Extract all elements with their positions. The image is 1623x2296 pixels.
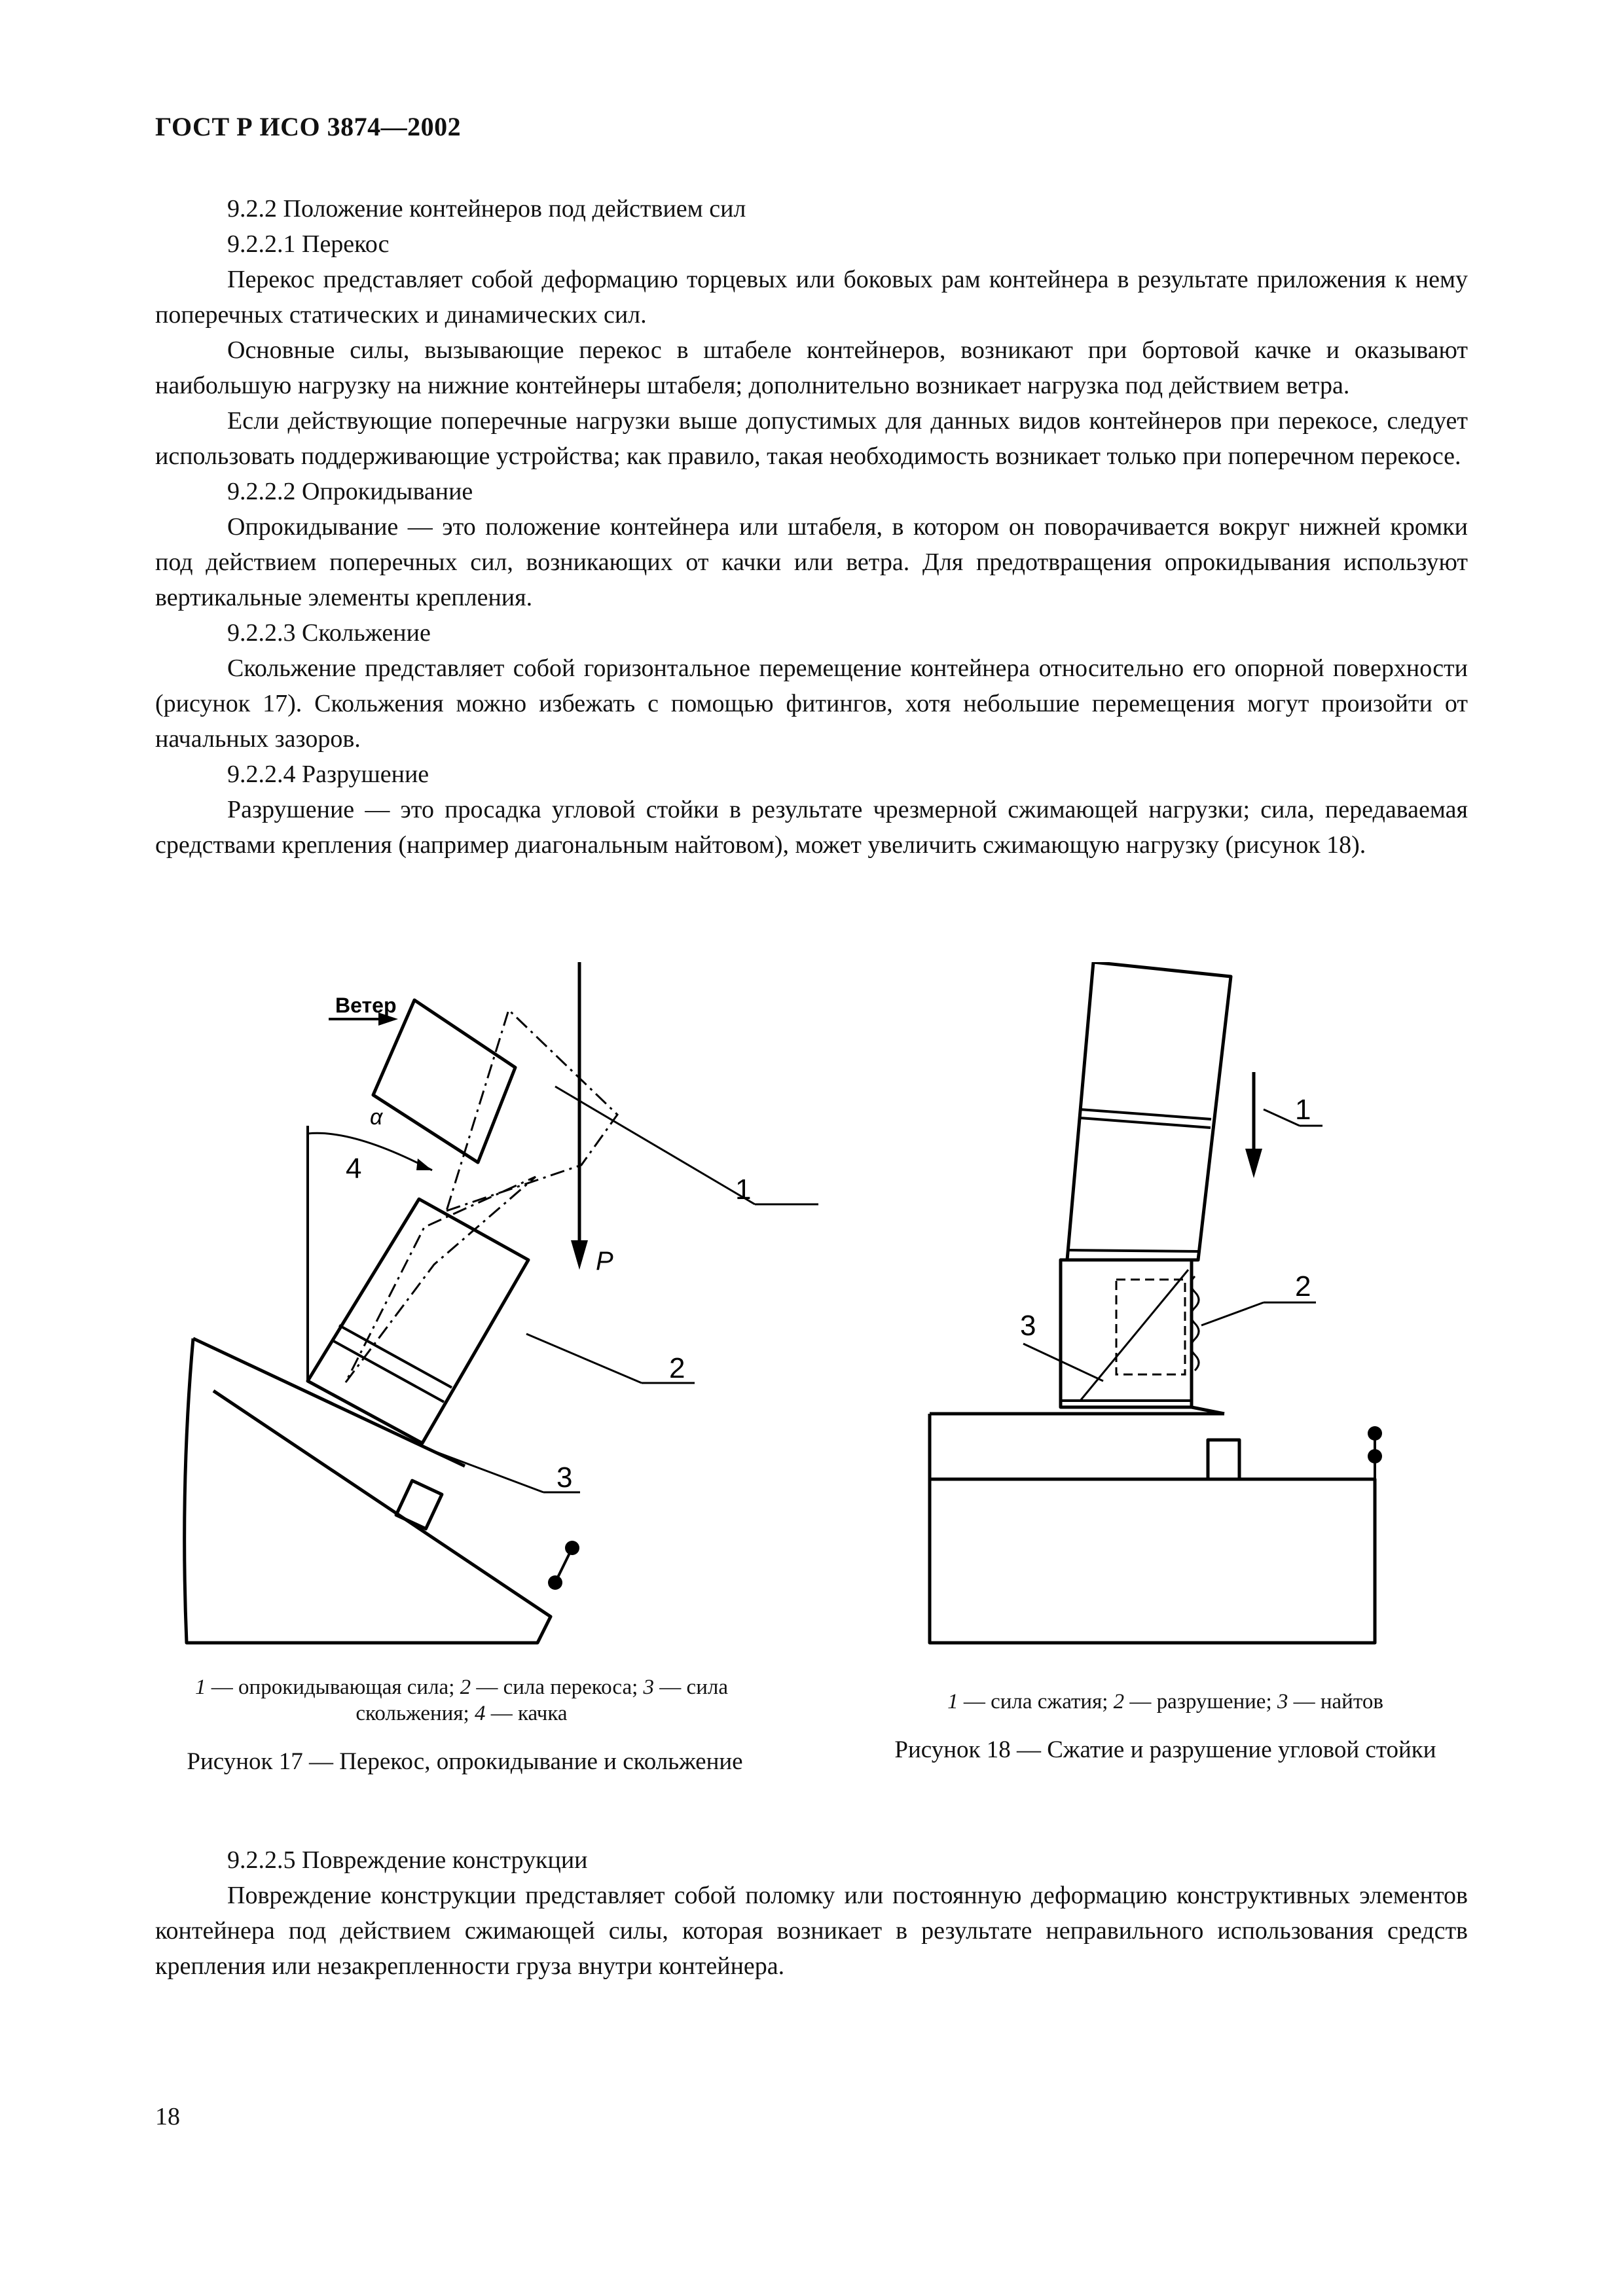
ship-deck <box>185 1338 551 1643</box>
callout-2: 2 <box>669 1352 685 1384</box>
heading-9-2-2-2: 9.2.2.2 Опрокидывание <box>227 478 473 505</box>
callout-2: 2 <box>1295 1270 1311 1302</box>
legend-17-n1: 1 <box>195 1676 206 1699</box>
skewed-outline <box>346 1177 536 1382</box>
legend-18-n1: 1 <box>947 1690 958 1713</box>
legend-17-n2: 2 <box>460 1676 471 1699</box>
heading-9-2-2-4: 9.2.2.4 Разрушение <box>227 761 429 788</box>
figure-18-legend <box>897 1689 1434 1715</box>
lower-mid-rail <box>339 1325 452 1388</box>
compression-arrow-head <box>1245 1149 1262 1178</box>
heading-9-2-2-1: 9.2.2.1 Перекос <box>227 230 390 258</box>
legend-17-t2: — сила перекоса; <box>471 1676 644 1699</box>
leader-1 <box>555 1086 755 1204</box>
legend-17-n4: 4 <box>474 1702 486 1725</box>
paragraph-skew-support: Если действующие поперечные нагрузки выше допустимых для данных видов контейнеров при перекосе, следует использовать поддерживающие устройства; как правило, такая необходимость возникает только при поперечном перекосе. <box>155 407 1468 470</box>
heading-9-2-2: 9.2.2 Положение контейнеров под действием сил <box>227 195 746 223</box>
roll-angle-arc <box>308 1133 432 1170</box>
deck-fitting <box>396 1480 442 1529</box>
force-p-label: P <box>596 1247 613 1276</box>
hull-section <box>930 1414 1375 1643</box>
leader-3 <box>1023 1344 1103 1381</box>
callout-3: 3 <box>1020 1310 1036 1342</box>
force-p-arrow-head <box>571 1240 588 1270</box>
legend-18-n3: 3 <box>1277 1690 1288 1713</box>
figure-17 <box>177 962 831 1676</box>
figure-17-legend <box>157 1674 766 1727</box>
callout-4: 4 <box>346 1153 362 1185</box>
paragraph-skew-definition: Перекос представляет собой деформацию торцевых или боковых рам контейнера в результате приложения к нему поперечных статических и динамических сил. <box>155 266 1468 329</box>
legend-18-t3: — найтов <box>1288 1690 1383 1713</box>
paragraph-collapse: Разрушение — это просадка угловой стойки в результате чрезмерной сжимающей нагрузки; сила, передаваемая средствами крепления (например диагональным найтовом), может увеличить сжимающую нагрузку (рисунок 18). <box>155 796 1468 859</box>
deck-fitting <box>1208 1440 1239 1479</box>
leader-2 <box>1201 1302 1264 1325</box>
alpha-label: α <box>370 1105 383 1130</box>
figure-17-drawing <box>177 962 831 1676</box>
figure-17-caption: Рисунок 17 — Перекос, опрокидывание и скольжение <box>187 1748 743 1775</box>
leader-3 <box>435 1452 543 1492</box>
document-header: ГОСТ Р ИСО 3874—2002 <box>155 112 462 141</box>
legend-18-t1: — сила сжатия; <box>958 1690 1114 1713</box>
figure-18-caption: Рисунок 18 — Сжатие и разрушение угловой стойки <box>894 1736 1436 1763</box>
deck-edge <box>193 1338 465 1466</box>
heading-9-2-2-5: 9.2.2.5 Повреждение конструкции <box>227 1846 588 1874</box>
callout-3: 3 <box>556 1462 573 1494</box>
upper-mid-rail-2 <box>1080 1118 1211 1128</box>
callout-1: 1 <box>735 1174 752 1206</box>
paragraph-skew-forces: Основные силы, вызывающие перекос в штабеле контейнеров, возникают при бортовой качке и оказывают наибольшую нагрузку на нижние контейнеры штабеля; дополнительно возникает нагрузка под действием ветра. <box>155 336 1468 399</box>
figure-18 <box>917 962 1414 1676</box>
legend-17-t4: — качка <box>485 1702 568 1725</box>
lashing-link <box>555 1548 572 1583</box>
lower-mid-rail-2 <box>331 1340 444 1402</box>
section-top <box>155 191 1468 863</box>
upper-mid-rail <box>1080 1109 1211 1119</box>
upper-bottom-rail <box>1068 1250 1198 1251</box>
lower-container <box>1061 1260 1192 1407</box>
legend-17-t1: — опрокидывающая сила; <box>206 1676 460 1699</box>
figure-18-drawing <box>917 962 1414 1676</box>
collapse-outline <box>1116 1280 1185 1374</box>
heading-9-2-2-3: 9.2.2.3 Скольжение <box>227 619 431 647</box>
legend-18-n2: 2 <box>1113 1690 1125 1713</box>
roll-angle-arrowhead <box>416 1158 432 1170</box>
section-bottom <box>155 1842 1468 1984</box>
legend-17-n3: 3 <box>643 1676 655 1699</box>
upper-container <box>373 1000 515 1162</box>
paragraph-overturning: Опрокидывание — это положение контейнера или штабеля, в котором он поворачивается вокруг нижней кромки под действием поперечных сил, возникающих от качки или ветра. Для предотвращения опрокидывания используют вертикальные элементы крепления. <box>155 513 1468 611</box>
legend-18-t2: — разрушение; <box>1124 1690 1277 1713</box>
wind-label: Ветер <box>335 994 397 1017</box>
paragraph-structural-damage: Повреждение конструкции представляет собой поломку или постоянную деформацию конструктивных элементов контейнера под действием сжимающей силы, которая возникает в результате неправильного использования средств крепления или незакрепленности груза внутри контейнера. <box>155 1882 1468 1980</box>
paragraph-sliding: Скольжение представляет собой горизонтальное перемещение контейнера относительно его опорной поверхности (рисунок 17). Скольжения можно избежать с помощью фитингов, хотя небольшие перемещения могут произойти от начальных зазоров. <box>155 655 1468 753</box>
legend-17-t3: — сила скольжения; <box>356 1676 728 1725</box>
lashing-diagonal <box>1080 1270 1188 1401</box>
leader-1 <box>1264 1109 1300 1126</box>
callout-1: 1 <box>1295 1094 1311 1126</box>
leader-2 <box>526 1334 642 1383</box>
page-number: 18 <box>155 2103 180 2130</box>
